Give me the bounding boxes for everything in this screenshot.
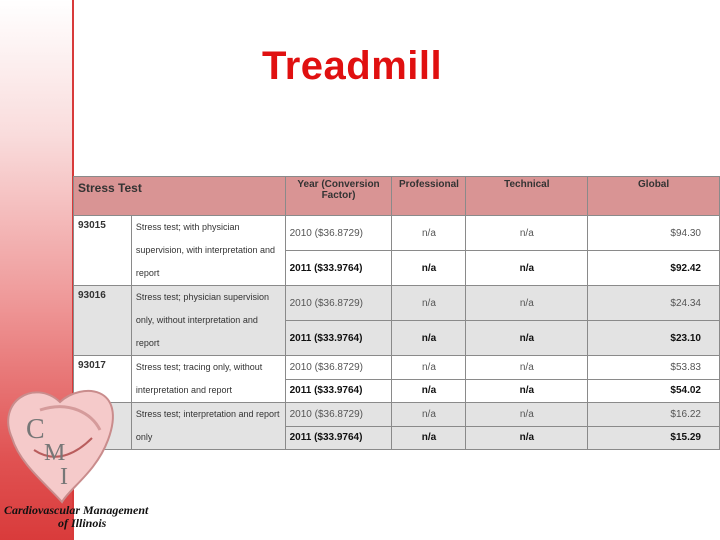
global-cell: $53.83 <box>588 356 720 380</box>
technical-cell: n/a <box>466 426 588 450</box>
slide-title: Treadmill <box>262 44 443 88</box>
global-cell: $23.10 <box>588 321 720 356</box>
year-cell: 2011 ($33.9764) <box>285 379 392 403</box>
year-cell: 2011 ($33.9764) <box>285 251 392 286</box>
table-row <box>74 286 720 321</box>
year-cell: 2010 ($36.8729) <box>285 403 392 427</box>
header-global: Global <box>588 177 720 216</box>
fee-table <box>73 176 720 450</box>
cpt-description: Stress test; interpretation and report only <box>131 403 285 450</box>
professional-cell: n/a <box>392 321 466 356</box>
professional-cell: n/a <box>392 403 466 427</box>
table-row <box>74 216 720 251</box>
year-cell: 2010 ($36.8729) <box>285 356 392 380</box>
fee-table-container <box>73 176 720 450</box>
logo-caption <box>4 504 148 530</box>
global-cell: $92.42 <box>588 251 720 286</box>
global-cell: $16.22 <box>588 403 720 427</box>
global-cell: $24.34 <box>588 286 720 321</box>
professional-cell: n/a <box>392 379 466 403</box>
technical-cell: n/a <box>466 286 588 321</box>
header-technical: Technical <box>466 177 588 216</box>
cpt-code: 93015 <box>74 216 132 286</box>
table-row <box>74 403 720 427</box>
cpt-code: 93017 <box>74 356 132 403</box>
technical-cell: n/a <box>466 216 588 251</box>
technical-cell: n/a <box>466 321 588 356</box>
professional-cell: n/a <box>392 216 466 251</box>
cpt-description: Stress test; tracing only, without interpretation and report <box>131 356 285 403</box>
cpt-description: Stress test; physician supervision only, without interpretation and report <box>131 286 285 356</box>
global-cell: $94.30 <box>588 216 720 251</box>
technical-cell: n/a <box>466 356 588 380</box>
professional-cell: n/a <box>392 251 466 286</box>
professional-cell: n/a <box>392 426 466 450</box>
header-professional: Professional <box>392 177 466 216</box>
logo-line-2: of Illinois <box>58 516 107 530</box>
professional-cell: n/a <box>392 286 466 321</box>
logo-letter-m: M <box>44 440 66 466</box>
table-row <box>74 356 720 380</box>
year-cell: 2011 ($33.9764) <box>285 426 392 450</box>
professional-cell: n/a <box>392 356 466 380</box>
year-cell: 2010 ($36.8729) <box>285 216 392 251</box>
technical-cell: n/a <box>466 379 588 403</box>
table-header-row <box>74 177 720 216</box>
global-cell: $15.29 <box>588 426 720 450</box>
technical-cell: n/a <box>466 251 588 286</box>
cpt-code: 93016 <box>74 286 132 356</box>
year-cell: 2010 ($36.8729) <box>285 286 392 321</box>
global-cell: $54.02 <box>588 379 720 403</box>
year-cell: 2011 ($33.9764) <box>285 321 392 356</box>
cpt-description: Stress test; with physician supervision, with interpretation and report <box>131 216 285 286</box>
technical-cell: n/a <box>466 403 588 427</box>
logo-line-1: Cardiovascular Management <box>4 503 149 517</box>
header-stress-test: Stress Test <box>74 177 286 216</box>
logo-letter-c: C <box>26 414 45 445</box>
logo-letter-i: I <box>60 464 68 490</box>
header-year: Year (Conversion Factor) <box>285 177 392 216</box>
